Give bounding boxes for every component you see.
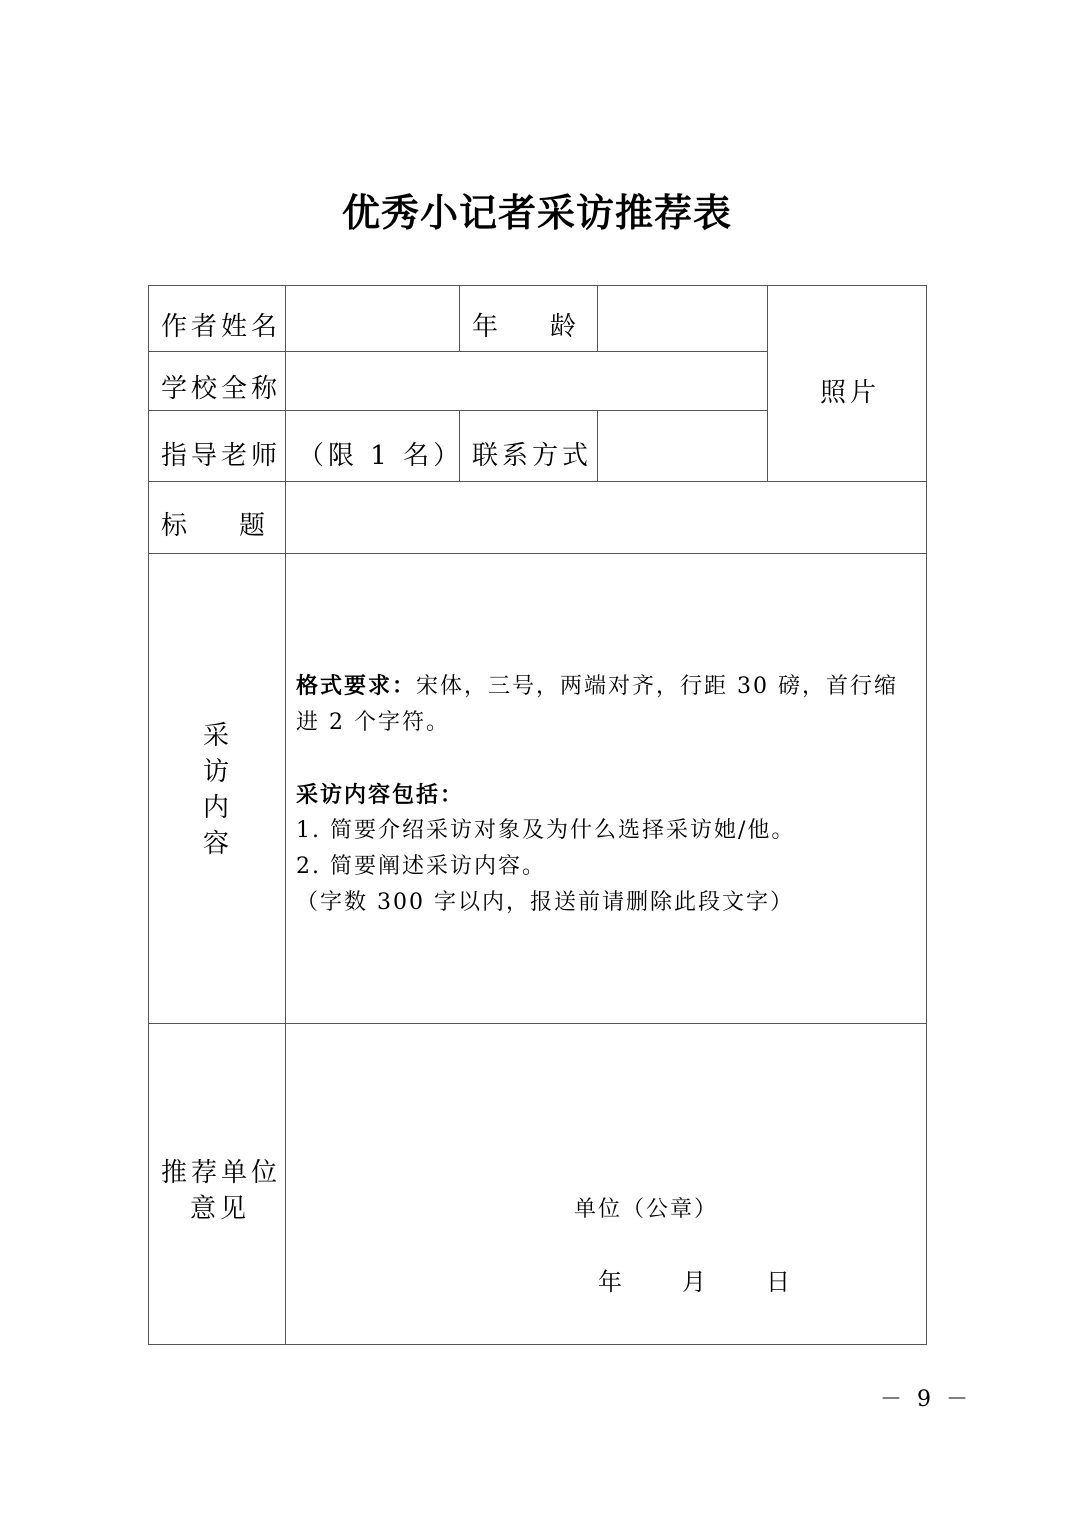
include-heading: 采访内容包括： <box>296 782 465 808</box>
column-divider <box>459 285 460 351</box>
column-divider <box>767 285 768 481</box>
teacher-label: 指导老师 <box>161 441 282 471</box>
headline-label: 标 题 <box>161 511 266 541</box>
table-border-left <box>148 285 149 1345</box>
table-border-right <box>926 285 927 1345</box>
content-label-char: 访 <box>202 757 229 787</box>
page-number: － 9 － <box>880 1387 972 1412</box>
contact-label: 联系方式 <box>472 441 593 471</box>
opinion-label-line1: 推荐单位 <box>161 1158 282 1188</box>
table-border-top <box>148 285 927 286</box>
content-label-char: 内 <box>202 793 229 823</box>
photo-placeholder: 照片 <box>820 378 881 408</box>
format-requirement <box>296 668 920 741</box>
include-item-1: 1. 简要介绍采访对象及为什么选择采访她/他。 <box>296 818 796 843</box>
author-name-field[interactable] <box>286 286 458 350</box>
school-field[interactable] <box>286 352 766 410</box>
date-line: 年 月 日 <box>598 1268 794 1296</box>
column-divider <box>285 285 286 1345</box>
age-label: 年 龄 <box>472 312 577 342</box>
teacher-limit-note[interactable]: （限 1 名） <box>298 441 464 471</box>
content-label-char: 容 <box>202 829 229 859</box>
table-border-bottom <box>148 1344 927 1345</box>
include-item-3: （字数 300 字以内，报送前请删除此段文字） <box>296 890 794 915</box>
row-divider <box>148 1023 927 1024</box>
author-name-label: 作者姓名 <box>161 312 282 342</box>
opinion-label-line2: 意见 <box>190 1194 251 1224</box>
contact-field[interactable] <box>598 411 766 480</box>
content-label <box>186 718 246 862</box>
include-item-2: 2. 简要阐述采访内容。 <box>296 854 546 879</box>
unit-seal-label: 单位（公章） <box>574 1197 719 1222</box>
row-divider <box>148 553 927 554</box>
content-label-char: 采 <box>202 721 229 751</box>
age-field[interactable] <box>598 286 766 350</box>
school-label: 学校全称 <box>161 374 282 404</box>
content-field[interactable] <box>296 668 920 921</box>
headline-field[interactable] <box>286 482 924 552</box>
spacer <box>296 741 920 777</box>
format-heading: 格式要求： <box>296 673 417 699</box>
format-text: 宋体，三号，两端对齐，行距 30 磅，首行缩进 2 个字符。 <box>296 674 898 735</box>
form-title: 优秀小记者采访推荐表 <box>341 190 732 235</box>
